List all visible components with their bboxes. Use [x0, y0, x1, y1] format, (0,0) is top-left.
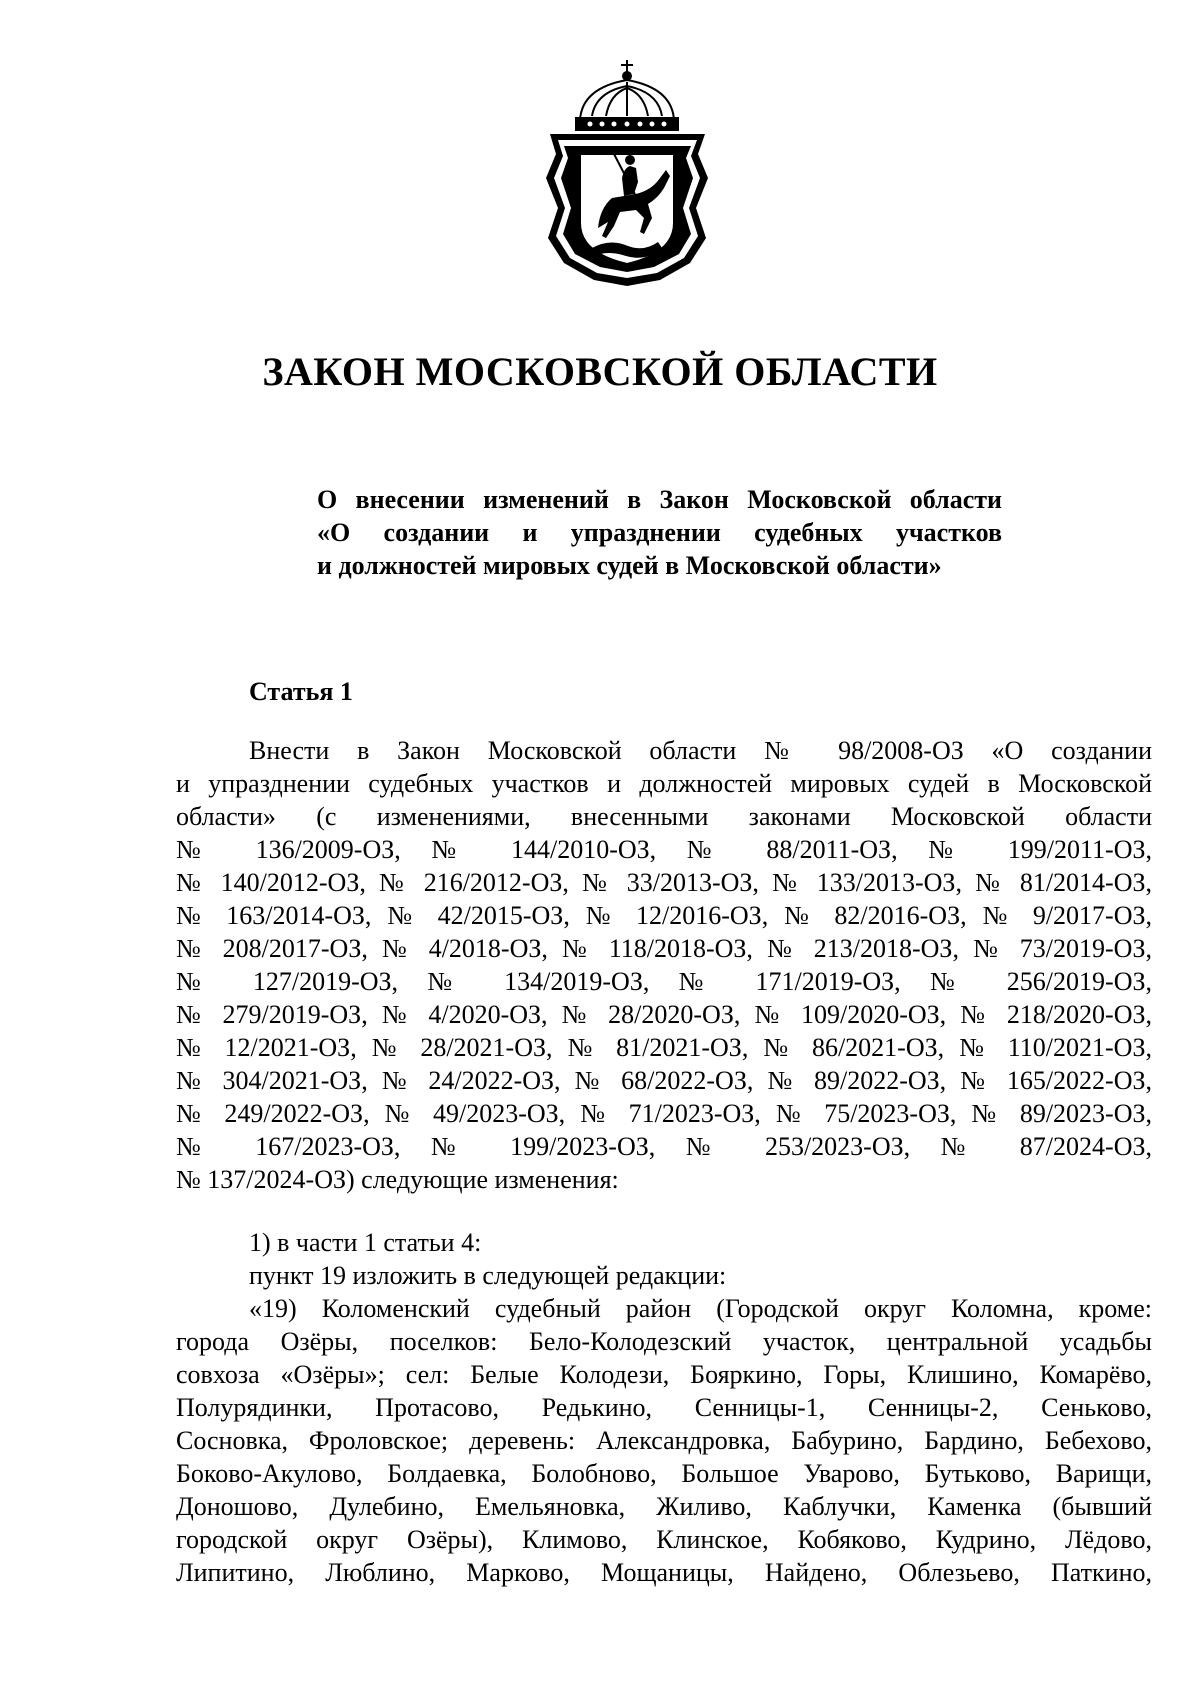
- article-line: № 279/2019-ОЗ, № 4/2020-ОЗ, № 28/2020-ОЗ, № 109/2020-ОЗ, № 218/2020-ОЗ,: [176, 1000, 1152, 1029]
- coat-of-arms-emblem: [540, 58, 715, 288]
- item-text-line: Сосновка, Фроловское; деревень: Александровка, Бабурино, Бардино, Бебехово,: [176, 1426, 1152, 1455]
- item-intro: 1) в части 1 статьи 4:: [249, 1228, 482, 1257]
- article-line: № 12/2021-ОЗ, № 28/2021-ОЗ, № 81/2021-ОЗ, № 86/2021-ОЗ, № 110/2021-ОЗ,: [176, 1033, 1152, 1062]
- item-instruction: пункт 19 изложить в следующей редакции:: [249, 1261, 727, 1290]
- article-line: № 136/2009-ОЗ, № 144/2010-ОЗ, № 88/2011-ОЗ, № 199/2011-ОЗ,: [176, 835, 1152, 864]
- item-text-line: совхоза «Озёры»; сел: Белые Колодези, Бояркино, Горы, Клишино, Комарёво,: [176, 1360, 1152, 1389]
- article-line: № 140/2012-ОЗ, № 216/2012-ОЗ, № 33/2013-ОЗ, № 133/2013-ОЗ, № 81/2014-ОЗ,: [176, 868, 1152, 897]
- article-line: № 163/2014-ОЗ, № 42/2015-ОЗ, № 12/2016-ОЗ, № 82/2016-ОЗ, № 9/2017-ОЗ,: [176, 901, 1152, 930]
- subtitle-line: и должностей мировых судей в Московской области»: [317, 551, 942, 580]
- article-body: [176, 734, 1152, 1589]
- article-line: и упразднении судебных участков и должностей мировых судей в Московской: [176, 769, 1152, 798]
- article-line: Внести в Закон Московской области № 98/2008-ОЗ «О создании: [249, 736, 1152, 765]
- crown-icon: [576, 60, 678, 130]
- item-text-line: Липитино, Люблино, Марково, Мощаницы, Найдено, Облезьево, Паткино,: [176, 1558, 1152, 1587]
- article-line: № 208/2017-ОЗ, № 4/2018-ОЗ, № 118/2018-ОЗ, № 213/2018-ОЗ, № 73/2019-ОЗ,: [176, 934, 1152, 963]
- subtitle-line: «О создании и упразднении судебных участков: [317, 518, 1002, 547]
- article-line: № 304/2021-ОЗ, № 24/2022-ОЗ, № 68/2022-ОЗ, № 89/2022-ОЗ, № 165/2022-ОЗ,: [176, 1066, 1152, 1095]
- article-line: № 137/2024-ОЗ) следующие изменения:: [176, 1165, 619, 1194]
- item-text-line: Доношово, Дулебино, Емельяновка, Жиливо, Каблучки, Каменка (бывший: [176, 1492, 1152, 1521]
- item-text-line: «19) Коломенский судебный район (Городской округ Коломна, кроме:: [249, 1294, 1152, 1323]
- page-title: ЗАКОН МОСКОВСКОЙ ОБЛАСТИ: [262, 349, 938, 394]
- article-line: № 127/2019-ОЗ, № 134/2019-ОЗ, № 171/2019-ОЗ, № 256/2019-ОЗ,: [176, 967, 1152, 996]
- item-text-line: Полурядинки, Протасово, Редькино, Сенницы-1, Сенницы-2, Сеньково,: [176, 1393, 1152, 1422]
- article-line: области» (с изменениями, внесенными законами Московской области: [176, 802, 1152, 831]
- law-subtitle: [317, 483, 1002, 582]
- item-text-line: Боково-Акулово, Болдаевка, Болобново, Большое Уварово, Бутьково, Варищи,: [176, 1459, 1152, 1488]
- item-text-line: городской округ Озёры), Климово, Клинское, Кобяково, Кудрино, Лёдово,: [176, 1525, 1152, 1554]
- article-line: № 249/2022-ОЗ, № 49/2023-ОЗ, № 71/2023-ОЗ, № 75/2023-ОЗ, № 89/2023-ОЗ,: [176, 1099, 1152, 1128]
- article-heading: Статья 1: [249, 677, 353, 706]
- subtitle-line: О внесении изменений в Закон Московской области: [317, 485, 1002, 514]
- item-text-line: города Озёры, поселков: Бело-Колодезский участок, центральной усадьбы: [176, 1327, 1152, 1356]
- article-line: № 167/2023-ОЗ, № 199/2023-ОЗ, № 253/2023-ОЗ, № 87/2024-ОЗ,: [176, 1132, 1152, 1161]
